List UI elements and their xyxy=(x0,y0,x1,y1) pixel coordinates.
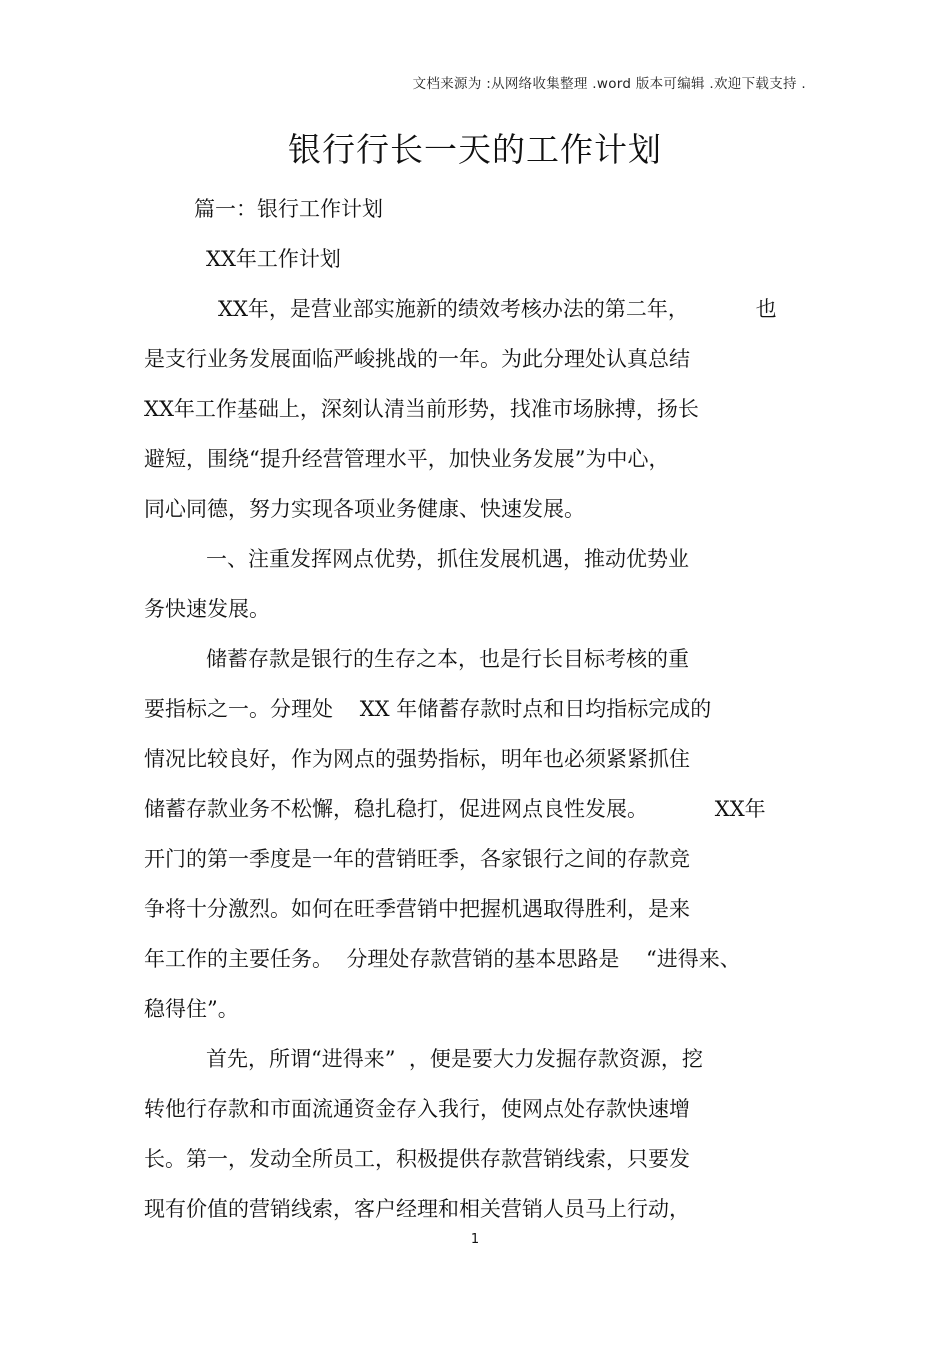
body-line: 转他行存款和市面流通资金存入我行，使网点处存款快速增 xyxy=(144,1097,690,1121)
sub-heading: XX年工作计划 xyxy=(206,247,341,271)
body-line: 是支行业务发展面临严峻挑战的一年。为此分理处认真总结 xyxy=(144,347,690,371)
body-line: 储蓄存款业务不松懈，稳扎稳打，促进网点良性发展。 XX年 xyxy=(144,797,766,821)
body-line: 同心同德，努力实现各项业务健康、快速发展。 xyxy=(144,497,585,521)
body-line: 首先，所谓“进得来” ，便是要大力发掘存款资源，挖 xyxy=(206,1047,703,1071)
body-line: 避短，围绕“提升经营管理水平，加快业务发展”为中心， xyxy=(144,447,670,471)
body-line: XX年工作基础上，深刻认清当前形势，找准市场脉搏，扬长 xyxy=(144,397,699,421)
body-line: 年工作的主要任务。 分理处存款营销的基本思路是 “进得来、 xyxy=(144,947,741,971)
source-note: 文档来源为 :从网络收集整理 .word 版本可编辑 .欢迎下载支持 . xyxy=(412,76,806,92)
document-title: 银行行长一天的工作计划 xyxy=(288,130,662,169)
body-line: 要指标之一。分理处 XX 年储蓄存款时点和日均指标完成的 xyxy=(144,697,712,721)
body-line: 情况比较良好，作为网点的强势指标，明年也必须紧紧抓住 xyxy=(144,747,690,771)
body-line: 长。第一，发动全所员工，积极提供存款营销线索，只要发 xyxy=(144,1147,690,1171)
body-line: 稳得住”。 xyxy=(144,997,239,1021)
body-line: 现有价值的营销线索，客户经理和相关营销人员马上行动， xyxy=(144,1197,690,1221)
body-line: 储蓄存款是银行的生存之本，也是行长目标考核的重 xyxy=(206,647,689,671)
page-number: 1 xyxy=(470,1232,480,1247)
section-heading: 篇一：银行工作计划 xyxy=(194,197,383,221)
body-line: 争将十分激烈。如何在旺季营销中把握机遇取得胜利，是来 xyxy=(144,897,690,921)
body-line: 开门的第一季度是一年的营销旺季，各家银行之间的存款竞 xyxy=(144,847,690,871)
body-line: XX年，是营业部实施新的绩效考核办法的第二年， 也 xyxy=(218,297,777,321)
body-line: 务快速发展。 xyxy=(144,597,270,621)
body-line: 一、注重发挥网点优势，抓住发展机遇，推动优势业 xyxy=(206,547,689,571)
